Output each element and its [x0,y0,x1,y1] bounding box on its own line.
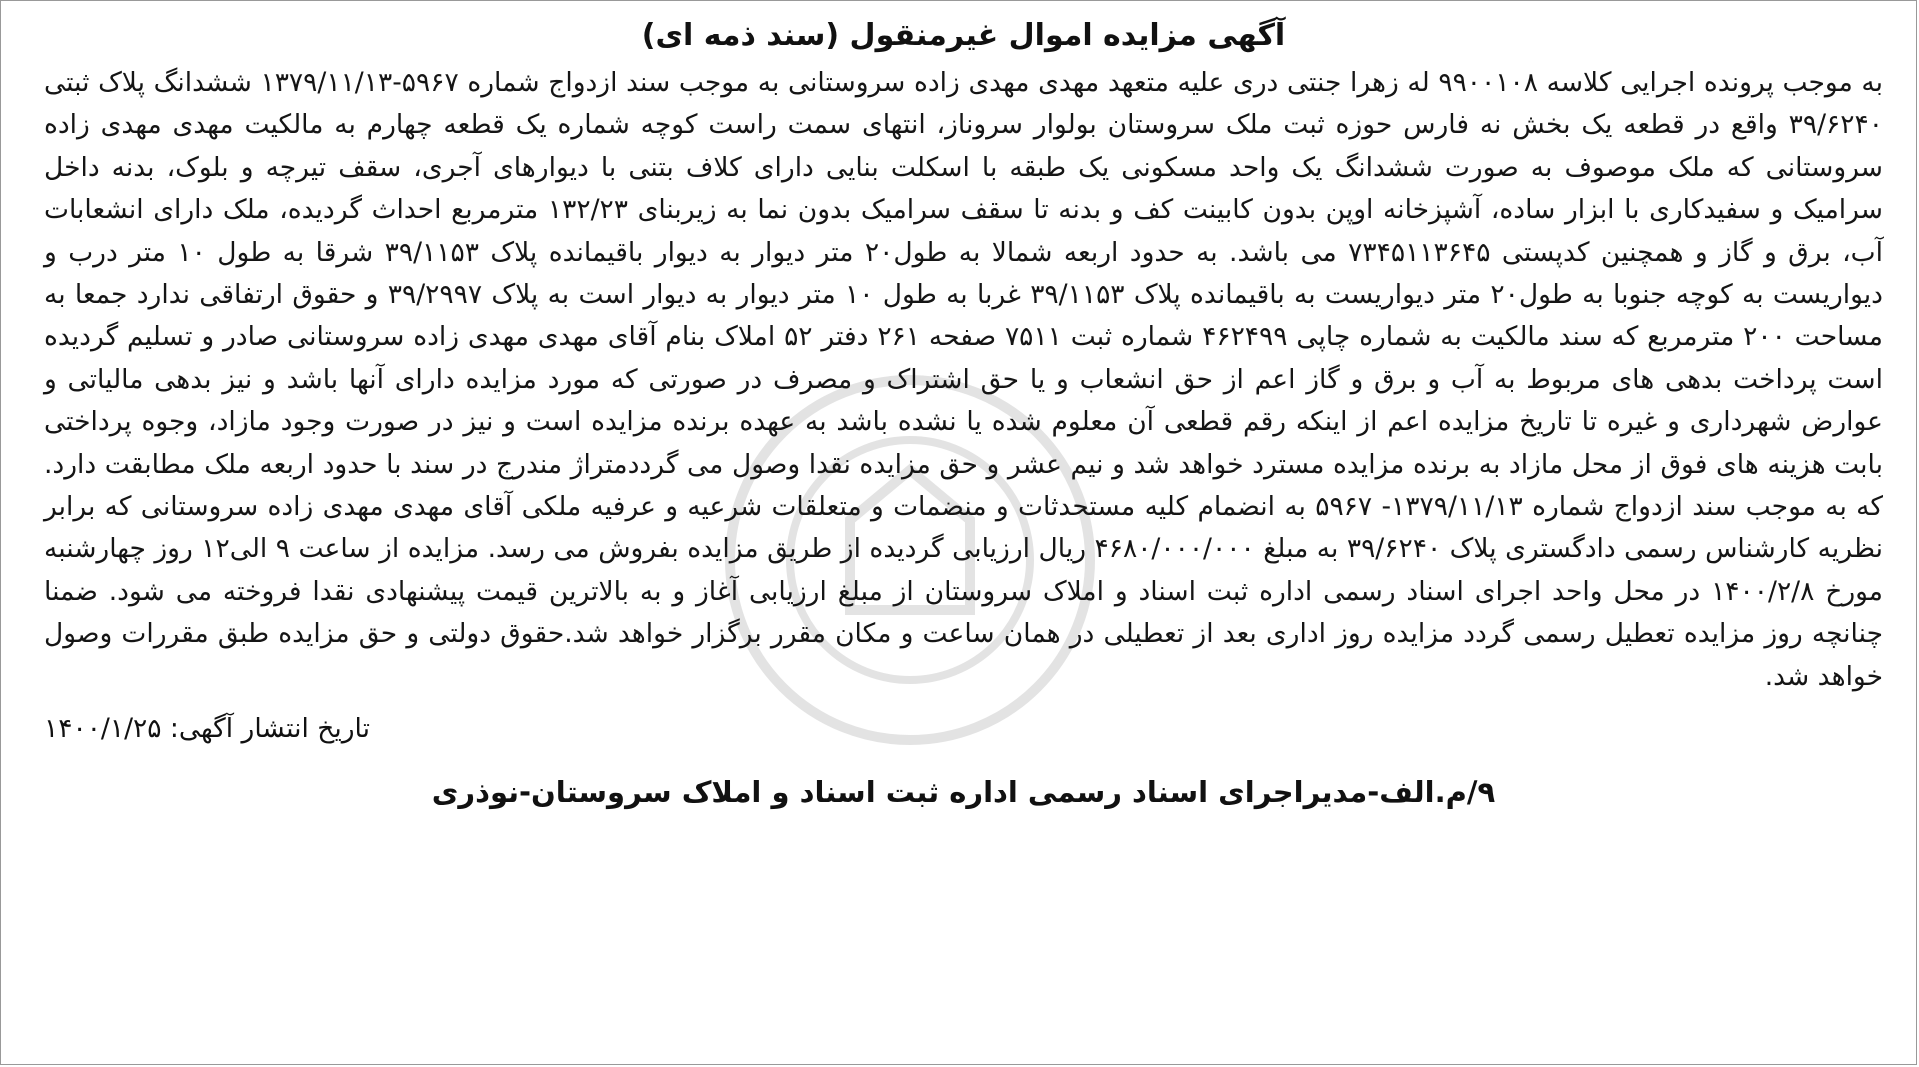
publication-date-row [44,708,1883,750]
notice-body: به موجب پرونده اجرایی کلاسه ۹۹۰۰۱۰۸ له زهرا جنتی دری علیه متعهد مهدی مهدی زاده سروستانی به موجب سند ازدواج شماره ۵۹۶۷-۱۳۷۹/۱۱/۱۳ ششدانگ پلاک ثبتی ۳۹/۶۲۴۰ واقع در قطعه یک بخش نه فارس حوزه ثبت ملک سروستان بولوار سروناز، انتهای سمت راست کوچه شماره یک قطعه چهارم به مالکیت مهدی مهدی زاده سروستانی که ملک موصوف به صورت ششدانگ یک واحد مسکونی یک طبقه با اسکلت بنایی دارای کلاف بتنی با دیوارهای آجری، سقف تیرچه و بلوک، بدنه داخل سرامیک و سفیدکاری با ابزار ساده، آشپزخانه اوپن بدون کابینت کف و بدنه تا سقف سرامیک بدون نما به زیربنای ۱۳۲/۲۳ مترمربع احداث گردیده، ملک دارای انشعابات آب، برق و گاز و همچنین کدپستی ۷۳۴۵۱۱۳۶۴۵ می باشد. به حدود اربعه شمالا به طول۲۰ متر دیوار به دیوار باقیمانده پلاک ۳۹/۱۱۵۳ شرقا به طول ۱۰ متر درب و دیواریست به کوچه جنوبا به طول۲۰ متر دیواریست به باقیمانده پلاک ۳۹/۱۱۵۳ غربا به طول ۱۰ متر دیوار به دیوار است به پلاک ۳۹/۲۹۹۷ و حقوق ارتفاقی ندارد جمعا به مساحت ۲۰۰ مترمربع که سند مالکیت به شماره چاپی ۴۶۲۴۹۹ شماره ثبت ۷۵۱۱ صفحه ۲۶۱ دفتر ۵۲ املاک بنام آقای مهدی مهدی زاده سروستانی صادر و تسلیم گردیده است پرداخت بدهی های مربوط به آب و برق و گاز اعم از حق انشعاب و یا حق اشتراک و مصرف در صورتی که مورد مزایده دارای آنها باشد و نیز بدهی مالیاتی و عوارض شهرداری و غیره تا تاریخ مزایده اعم از اینکه رقم قطعی آن معلوم شده یا نشده باشد به عهده برنده مزایده است و نیز در صورت وجود مازاد، وجوه پرداختی بابت هزینه های فوق از محل مازاد به برنده مزایده مسترد خواهد شد و نیم عشر و حق مزایده نقدا وصول می گرددمتراژ مندرج در سند با حدود اربعه ملک مطابقت دارد. که به موجب سند ازدواج شماره ۱۳۷۹/۱۱/۱۳- ۵۹۶۷ به انضمام کلیه مستحدثات و منضمات و متعلقات شرعیه و عرفیه ملکی آقای مهدی مهدی زاده سروستانی که برابر نظریه کارشناس رسمی دادگستری پلاک ۳۹/۶۲۴۰ به مبلغ ۴۶۸۰/۰۰۰/۰۰۰ ریال ارزیابی گردیده از طریق مزایده بفروش می رسد. مزایده از ساعت ۹ الی۱۲ روز چهارشنبه مورخ ۱۴۰۰/۲/۸ در محل واحد اجرای اسناد رسمی اداره ثبت اسناد و املاک سروستان از مبلغ ارزیابی آغاز و به بالاترین قیمت پیشنهادی نقدا فروخته می شود. ضمنا چنانچه روز مزایده تعطیل رسمی گردد مزایده روز اداری بعد از تعطیلی در همان ساعت و مکان مقرر برگزار خواهد شد.حقوق دولتی و حق مزایده طبق مقررات وصول خواهد شد. [44,67,1884,692]
auction-notice [44,0,1883,1067]
notice-signature: ۹/م.الف-مدیراجرای اسناد رسمی اداره ثبت اسناد و املاک سروستان-نوذری [431,775,1496,810]
notice-title: آگهی مزایده اموال غیرمنقول (سند ذمه ای) [641,18,1286,53]
publication-date: تاریخ انتشار آگهی: ۱۴۰۰/۱/۲۵ [44,713,370,745]
